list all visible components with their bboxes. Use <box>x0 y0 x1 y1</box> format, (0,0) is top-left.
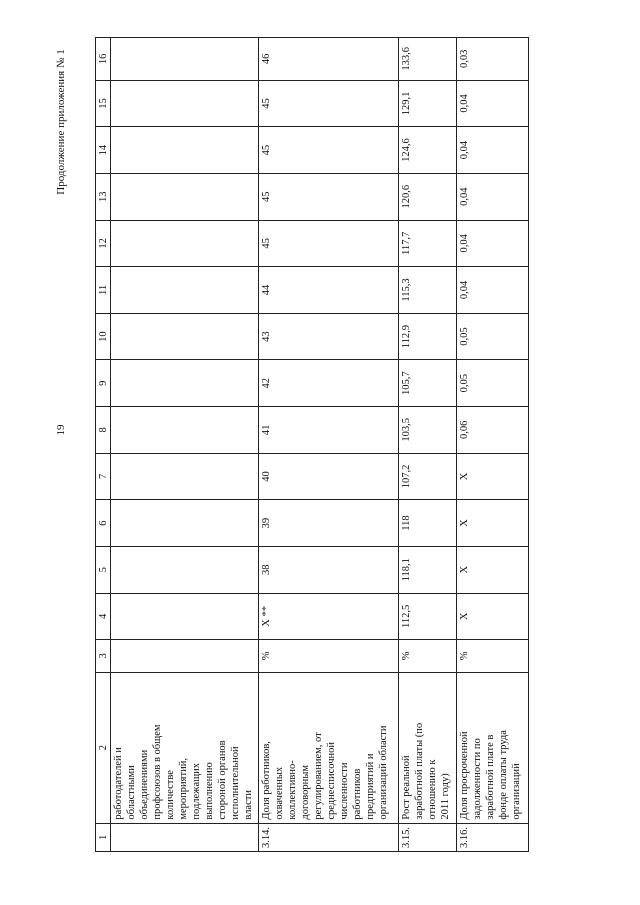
value-cell <box>111 360 259 407</box>
value-cell <box>111 127 259 174</box>
value-cell: 117,7 <box>399 220 457 267</box>
value-cell: 39 <box>259 500 399 547</box>
value-cell <box>111 80 259 127</box>
page-number: 19 <box>55 424 67 436</box>
value-cell <box>111 407 259 454</box>
value-cell: 0,04 <box>457 220 529 267</box>
unit-cell: % <box>399 640 457 672</box>
value-cell: 38 <box>259 546 399 593</box>
value-cell: 0,05 <box>457 313 529 360</box>
column-header: 6 <box>96 500 111 547</box>
column-header: 7 <box>96 453 111 500</box>
value-cell: 45 <box>259 220 399 267</box>
value-cell <box>111 546 259 593</box>
indicator-name-cell: Доля просроченной задолженности по заработной плате в фонде оплаты труда организаций <box>457 672 529 823</box>
value-cell: 0,03 <box>457 38 529 81</box>
appendix-continuation-note: Продолжение приложения № 1 <box>55 49 67 195</box>
column-header: 15 <box>96 80 111 127</box>
column-header: 4 <box>96 593 111 640</box>
column-header: 11 <box>96 267 111 314</box>
value-cell: Х <box>457 453 529 500</box>
value-cell: 44 <box>259 267 399 314</box>
value-cell <box>111 500 259 547</box>
value-cell: 103,5 <box>399 407 457 454</box>
column-header: 9 <box>96 360 111 407</box>
indicators-table <box>95 37 529 852</box>
row-number-cell: 3.14. <box>259 823 399 851</box>
value-cell: 129,1 <box>399 80 457 127</box>
indicators-table-container <box>95 37 522 852</box>
value-cell <box>111 313 259 360</box>
value-cell <box>111 453 259 500</box>
table-row <box>457 38 529 852</box>
row-number-cell: 3.15. <box>399 823 457 851</box>
value-cell: 0,05 <box>457 360 529 407</box>
column-header: 12 <box>96 220 111 267</box>
value-cell: 118 <box>399 500 457 547</box>
value-cell: 43 <box>259 313 399 360</box>
column-header: 2 <box>96 672 111 823</box>
value-cell: Х <box>457 546 529 593</box>
value-cell: Х <box>457 593 529 640</box>
value-cell <box>111 173 259 220</box>
value-cell <box>111 220 259 267</box>
value-cell: 40 <box>259 453 399 500</box>
column-header: 13 <box>96 173 111 220</box>
value-cell: 45 <box>259 173 399 220</box>
indicator-name-cell: Доля работников, охваченных коллективно- договорным регулированием, от среднесписочной численности работников предприятий и организаций области <box>259 672 399 823</box>
value-cell: 133,6 <box>399 38 457 81</box>
row-number-cell: 3.16. <box>457 823 529 851</box>
value-cell: 105,7 <box>399 360 457 407</box>
value-cell: 120,6 <box>399 173 457 220</box>
column-header: 16 <box>96 38 111 81</box>
value-cell: 42 <box>259 360 399 407</box>
value-cell: 0,04 <box>457 80 529 127</box>
value-cell: 118,1 <box>399 546 457 593</box>
table-row <box>399 38 457 852</box>
value-cell: 0,04 <box>457 173 529 220</box>
row-number-cell <box>111 823 259 851</box>
value-cell: 115,3 <box>399 267 457 314</box>
table-header-row <box>96 38 111 852</box>
table-row <box>259 38 399 852</box>
indicator-name-cell: Рост реальной заработной платы (по отношению к 2011 году) <box>399 672 457 823</box>
value-cell: 0,04 <box>457 127 529 174</box>
value-cell: 0,06 <box>457 407 529 454</box>
value-cell: 41 <box>259 407 399 454</box>
value-cell <box>111 593 259 640</box>
value-cell: 45 <box>259 127 399 174</box>
value-cell: 46 <box>259 38 399 81</box>
value-cell: 0,04 <box>457 267 529 314</box>
unit-cell <box>111 640 259 672</box>
column-header: 8 <box>96 407 111 454</box>
table-row <box>111 38 259 852</box>
column-header: 14 <box>96 127 111 174</box>
unit-cell: % <box>457 640 529 672</box>
column-header: 5 <box>96 546 111 593</box>
value-cell: 124,6 <box>399 127 457 174</box>
value-cell: Х <box>457 500 529 547</box>
value-cell <box>111 38 259 81</box>
value-cell: 107,2 <box>399 453 457 500</box>
indicator-name-cell: работодателей и областными объединениями профсоюзов в общем количестве мероприятий, подлежащих выполнению стороной органов исполнительной власти <box>111 672 259 823</box>
value-cell: 112,5 <box>399 593 457 640</box>
column-header: 3 <box>96 640 111 672</box>
value-cell: 112,9 <box>399 313 457 360</box>
value-cell: Х ** <box>259 593 399 640</box>
column-header: 10 <box>96 313 111 360</box>
unit-cell: % <box>259 640 399 672</box>
column-header: 1 <box>96 823 111 851</box>
value-cell <box>111 267 259 314</box>
value-cell: 45 <box>259 80 399 127</box>
